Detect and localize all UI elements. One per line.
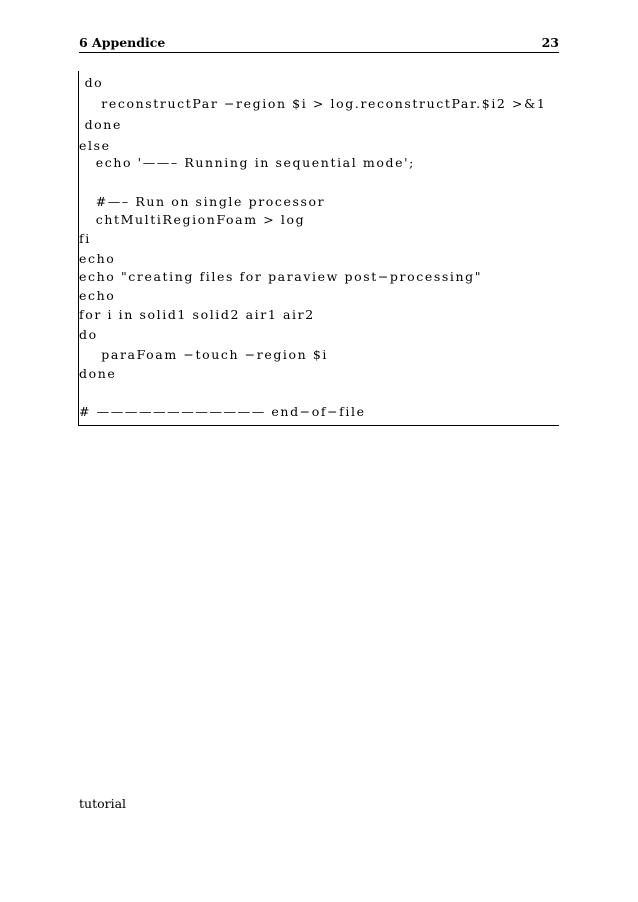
code-line: echo xyxy=(79,288,116,303)
code-line: chtMultiRegionFoam > log xyxy=(79,212,306,227)
page-header xyxy=(79,36,559,53)
page-number: 23 xyxy=(541,35,559,50)
code-line: reconstructPar −region $i > log.reconstructPar.$i2 >&1 xyxy=(79,96,547,111)
code-line: echo "creating files for paraview post−processing" xyxy=(79,269,483,284)
code-line: # ———————————— end−of−file xyxy=(79,404,366,419)
code-line: #—– Run on single processor xyxy=(79,194,326,209)
code-line: paraFoam −touch −region $i xyxy=(79,347,329,362)
code-line: else xyxy=(79,138,111,153)
code-line: for i in solid1 solid2 air1 air2 xyxy=(79,307,315,322)
code-line: do xyxy=(79,75,104,90)
code-line: do xyxy=(79,327,98,342)
code-line: done xyxy=(79,117,122,132)
chapter-title: 6 Appendice xyxy=(79,35,166,50)
page-footer: tutorial xyxy=(79,796,127,811)
code-line: fi xyxy=(79,231,91,246)
code-line: echo xyxy=(79,251,116,266)
code-line: done xyxy=(79,366,117,381)
code-line: echo '——– Running in sequential mode'; xyxy=(79,155,415,170)
code-listing xyxy=(78,71,559,426)
